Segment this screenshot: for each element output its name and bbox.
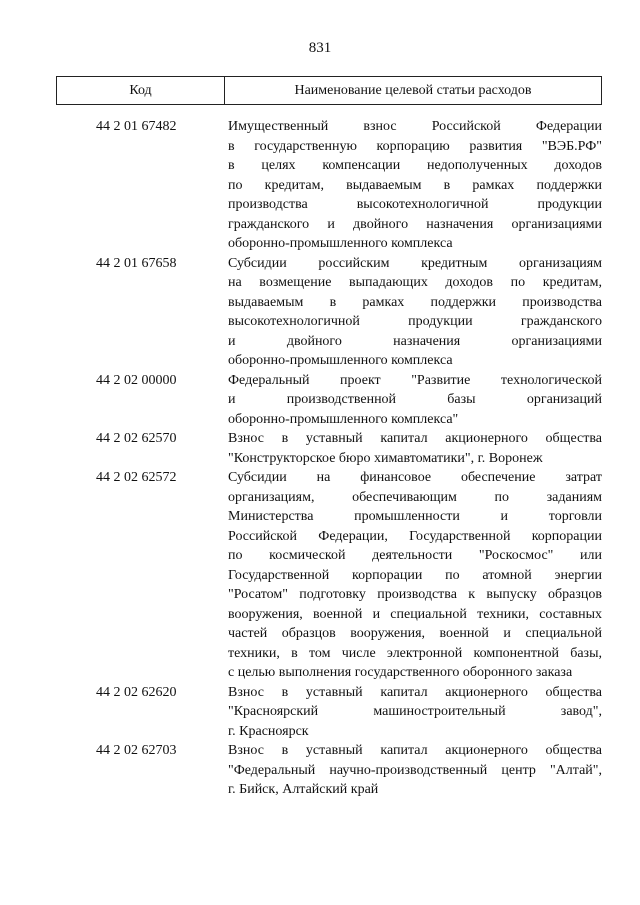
description-line: Министерства промышленности и торговли [228, 509, 602, 524]
description-line: высокотехнологичной продукции гражданского [228, 314, 602, 329]
table-row [0, 371, 640, 430]
row-description [228, 741, 602, 800]
table-row [0, 117, 640, 254]
description-line: г. Бийск, Алтайский край [228, 782, 379, 797]
description-line: производства высокотехнологичной продукции [228, 197, 602, 212]
table-header [56, 76, 602, 105]
description-line: "Конструкторское бюро химавтоматики", г. Воронеж [228, 450, 543, 466]
description-line: организациям, обеспечивающим по заданиям [228, 489, 602, 505]
description-line: "Красноярский машиностроительный завод", [228, 704, 602, 719]
description-line: г. Красноярск [228, 723, 309, 739]
description-line: Взнос в уставный капитал акционерного общества [228, 684, 602, 700]
description-line: Субсидии на финансовое обеспечение затрат [228, 470, 602, 485]
description-line: по космической деятельности "Роскосмос" или [228, 548, 602, 563]
description-line: Взнос в уставный капитал акционерного общества [228, 743, 602, 758]
table-row [0, 254, 640, 371]
description-line: Государственной корпорации по атомной энергии [228, 567, 602, 583]
row-description [228, 468, 602, 683]
description-line: "Федеральный научно-производственный центр "Алтай", [228, 762, 602, 778]
page-number: 831 [308, 40, 332, 56]
table-row [0, 468, 640, 683]
description-line: выдаваемым в рамках поддержки производства [228, 294, 602, 310]
description-line: Федеральный проект "Развитие технологической [228, 372, 602, 388]
description-line: Российской Федерации, Государственной корпорации [228, 528, 602, 544]
row-code: 44 2 02 62620 [96, 684, 177, 700]
table-row [0, 683, 640, 742]
description-line: Субсидии российским кредитным организациям [228, 255, 602, 271]
description-line: и двойного назначения организациями [228, 333, 602, 349]
row-code: 44 2 02 62703 [96, 743, 177, 758]
description-line: оборонно-промышленного комплекса [228, 353, 453, 368]
description-line: вооружения, военной и специальной техники, составных [228, 606, 602, 622]
description-line: на возмещение выпадающих доходов по кредитам, [228, 275, 602, 290]
description-line: техники, в том числе электронной компонентной базы, [228, 645, 602, 661]
description-line: оборонно-промышленного комплекса" [228, 411, 459, 427]
row-code: 44 2 01 67482 [96, 119, 177, 134]
row-description [228, 117, 602, 254]
expense-items-list [0, 117, 640, 800]
row-code: 44 2 02 00000 [96, 372, 177, 388]
description-line: по кредитам, выдаваемым в рамках поддержки [228, 177, 602, 193]
row-code: 44 2 02 62570 [96, 431, 177, 446]
description-line: Взнос в уставный капитал акционерного общества [228, 431, 602, 446]
row-description [228, 371, 602, 430]
row-description [228, 683, 602, 742]
description-line: гражданского и двойного назначения организациями [228, 216, 602, 232]
description-line: Имущественный взнос Российской Федерации [228, 119, 602, 134]
description-line: и производственной базы организаций [228, 392, 602, 407]
description-line: в государственную корпорацию развития "ВЭБ.РФ" [228, 138, 602, 154]
description-line: "Росатом" подготовку производства к выпуску образцов [228, 587, 602, 602]
description-line: частей образцов вооружения, военной и специальной [228, 626, 602, 641]
row-description [228, 429, 602, 468]
row-code: 44 2 01 67658 [96, 255, 177, 271]
row-code: 44 2 02 62572 [96, 470, 177, 485]
table-row [0, 429, 640, 468]
description-line: в целях компенсации недополученных доходов [228, 158, 602, 173]
description-line: с целью выполнения государственного оборонного заказа [228, 665, 573, 680]
header-code-column: Код [57, 77, 225, 104]
table-row [0, 741, 640, 800]
description-line: оборонно-промышленного комплекса [228, 236, 453, 251]
header-name-column: Наименование целевой статьи расходов [294, 82, 532, 98]
row-description [228, 254, 602, 371]
